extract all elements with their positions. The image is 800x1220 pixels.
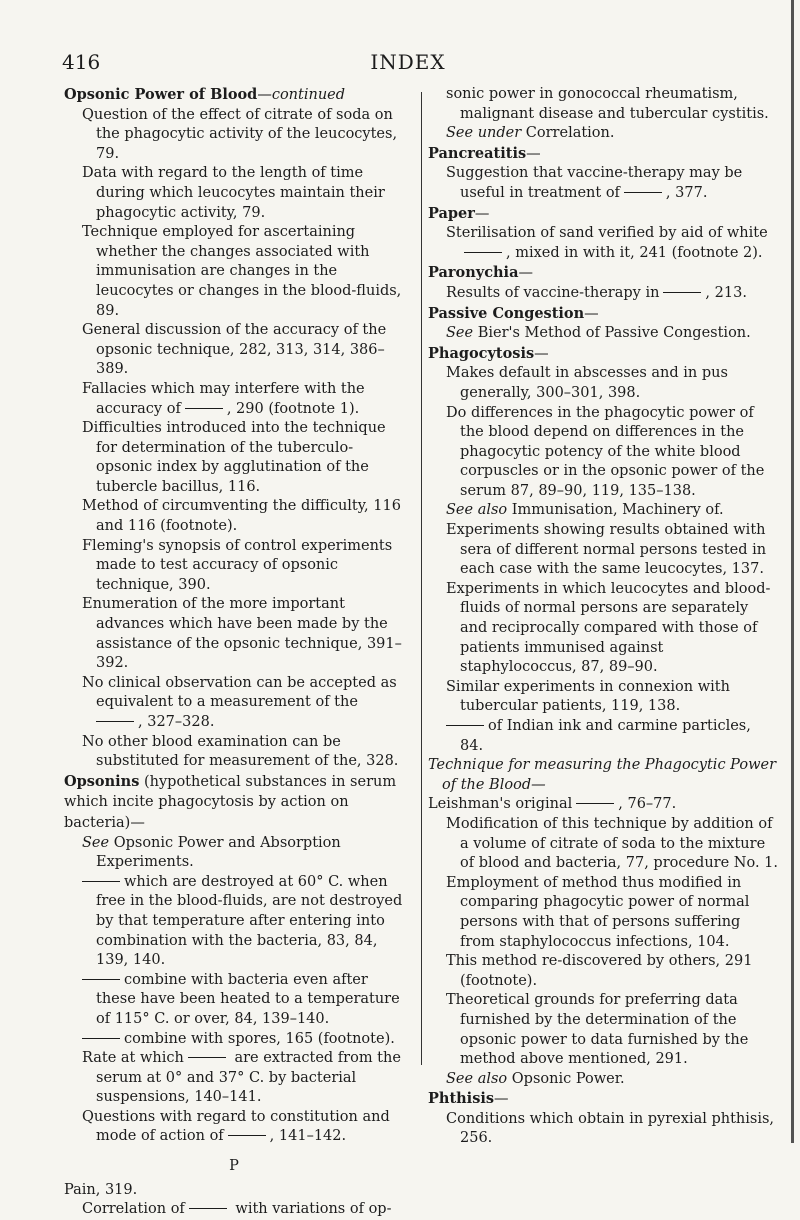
page-number: 416 xyxy=(62,50,101,74)
subheading-technique: Technique for measuring the Phagocytic Power of the Blood— xyxy=(428,757,776,793)
subentry: Leishman's original , 76–77. xyxy=(428,796,677,813)
section-letter: P xyxy=(229,1158,239,1175)
subentry: Correlation of with variations of op- xyxy=(82,1201,392,1218)
ditto-dash xyxy=(228,1135,266,1136)
subentry: See Bier's Method of Passive Congestion. xyxy=(446,325,751,342)
page-edge-shadow xyxy=(791,0,794,1143)
ditto-dash xyxy=(185,408,223,409)
subentry: Do differences in the phagocytic power of the blood depend on differences in the phagocytic potency of the white blood corpuscles or in the opsonic power of the serum 87, 89–90, 119, 135–138. xyxy=(446,404,765,499)
entry-heading-pancreatitis: Pancreatitis— xyxy=(428,144,541,162)
subentry: See under Correlation. xyxy=(446,125,615,142)
ditto-dash xyxy=(96,721,134,722)
entry-heading-passive-congestion: Passive Congestion— xyxy=(428,304,599,322)
subentry: No other blood examination can be substituted for measurement of the, 328. xyxy=(82,733,399,770)
entry-heading-phagocytosis: Phagocytosis— xyxy=(428,344,549,362)
subentry: Results of vaccine-therapy in , 213. xyxy=(446,284,747,301)
right-column xyxy=(428,85,778,1149)
subentry: Enumeration of the more important advances which have been made by the assistance of the opsonic technique, 391–392. xyxy=(82,596,402,672)
subentry: Difficulties introduced into the technique for determination of the tuberculo-opsonic index by agglutination of the tubercle bacillus, 116. xyxy=(82,420,386,495)
ditto-dash xyxy=(576,803,614,804)
ditto-dash xyxy=(624,192,662,193)
subentry: Fallacies which may interfere with the accuracy of , 290 (footnote 1). xyxy=(82,380,365,417)
left-column xyxy=(64,85,404,1220)
subentry: No clinical observation can be accepted as equivalent to a measurement of the , 327–328. xyxy=(82,674,397,730)
subentry: Sterilisation of sand verified by aid of white, mixed in with it, 241 (footnote 2). xyxy=(446,225,768,261)
column-divider xyxy=(421,92,422,1065)
subentry: Experiments in which leucocytes and blood-fluids of normal persons are separately and reciprocally compared with those of patients immunised against staphylococcus, 87, 89–90. xyxy=(446,580,771,676)
subentry: Theoretical grounds for preferring data furnished by the determination of the opsonic power to data furnished by the method above mentioned, 291. xyxy=(446,992,749,1068)
subentry: sonic power in gonococcal rheumatism, malignant disease and tubercular cystitis. xyxy=(446,86,769,122)
subentry: Similar experiments in connexion with tubercular patients, 119, 138. xyxy=(446,678,730,715)
subentry: See Opsonic Power and Absorption Experiments. xyxy=(82,834,341,871)
subentry: Fleming's synopsis of control experiments made to test accuracy of opsonic technique, 390. xyxy=(82,537,393,593)
subentry: of Indian ink and carmine particles, 84. xyxy=(428,717,778,756)
subentry: Question of the effect of citrate of soda on the phagocytic activity of the leucocytes, 79. xyxy=(82,106,398,162)
subentry: This method re-discovered by others, 291 (footnote). xyxy=(446,953,753,989)
entry-heading-phthisis: Phthisis— xyxy=(428,1090,509,1108)
entry-heading-opsonins: Opsonins (hypothetical substances in serum which incite phagocytosis by action on bacteria)— xyxy=(64,772,397,831)
ditto-dash xyxy=(663,292,701,293)
subentry: combine with bacteria even after these have been heated to a temperature of 115° C. or over, 84, 139–140. xyxy=(64,971,404,1030)
subentry: Method of circumventing the difficulty, 116 and 116 (footnote). xyxy=(82,498,401,535)
subentry: Employment of method thus modified in comparing phagocytic power of normal persons with that of persons suffering from staphylococcus infections, 104. xyxy=(446,874,750,950)
entry-heading-opsonic-power: Opsonic Power of Blood—continued xyxy=(64,86,346,103)
subentry: which are destroyed at 60° C. when free in the blood-fluids, are not destroyed by that temperature after entering into combination with the bacteria, 83, 84, 139, 140. xyxy=(64,873,404,971)
subentry: Experiments showing results obtained with sera of different normal persons tested in each case with the same leucocytes, 137. xyxy=(446,522,767,578)
ditto-dash xyxy=(188,1057,226,1058)
entry-heading-pain: Pain, 319. xyxy=(64,1181,138,1198)
subentry: Modification of this technique by addition of a volume of citrate of soda to the mixture of blood and bacteria, 77, procedure No. 1. xyxy=(446,815,779,872)
subentry: See also Immunisation, Machinery of. xyxy=(446,502,724,519)
subentry: Makes default in abscesses and in pus generally, 300–301, 398. xyxy=(446,365,728,401)
subentry: Suggestion that vaccine-therapy may be useful in treatment of , 377. xyxy=(446,165,743,201)
subentry: Questions with regard to constitution and mode of action of , 141–142. xyxy=(82,1108,390,1145)
subentry: Data with regard to the length of time during which leucocytes maintain their phagocytic activity, 79. xyxy=(82,165,385,221)
subentry: General discussion of the accuracy of the opsonic technique, 282, 313, 314, 386–389. xyxy=(82,322,387,378)
subentry: Rate at which are extracted from the serum at 0° and 37° C. by bacterial suspensions, 140–141. xyxy=(82,1050,401,1106)
running-title: INDEX xyxy=(370,50,446,74)
ditto-dash xyxy=(189,1208,227,1209)
subentry: See also Opsonic Power. xyxy=(446,1070,625,1087)
ditto-dash xyxy=(464,252,502,253)
subentry: Conditions which obtain in pyrexial phthisis, 256. xyxy=(446,1110,775,1147)
subentry: Technique employed for ascertaining whether the changes associated with immunisation are changes in the leucocytes or changes in the blood-fluids, 89. xyxy=(82,224,402,319)
entry-heading-paper: Paper— xyxy=(428,204,490,222)
entry-heading-paronychia: Paronychia— xyxy=(428,264,533,282)
subentry: combine with spores, 165 (footnote). xyxy=(64,1030,404,1050)
page-header xyxy=(62,50,754,80)
